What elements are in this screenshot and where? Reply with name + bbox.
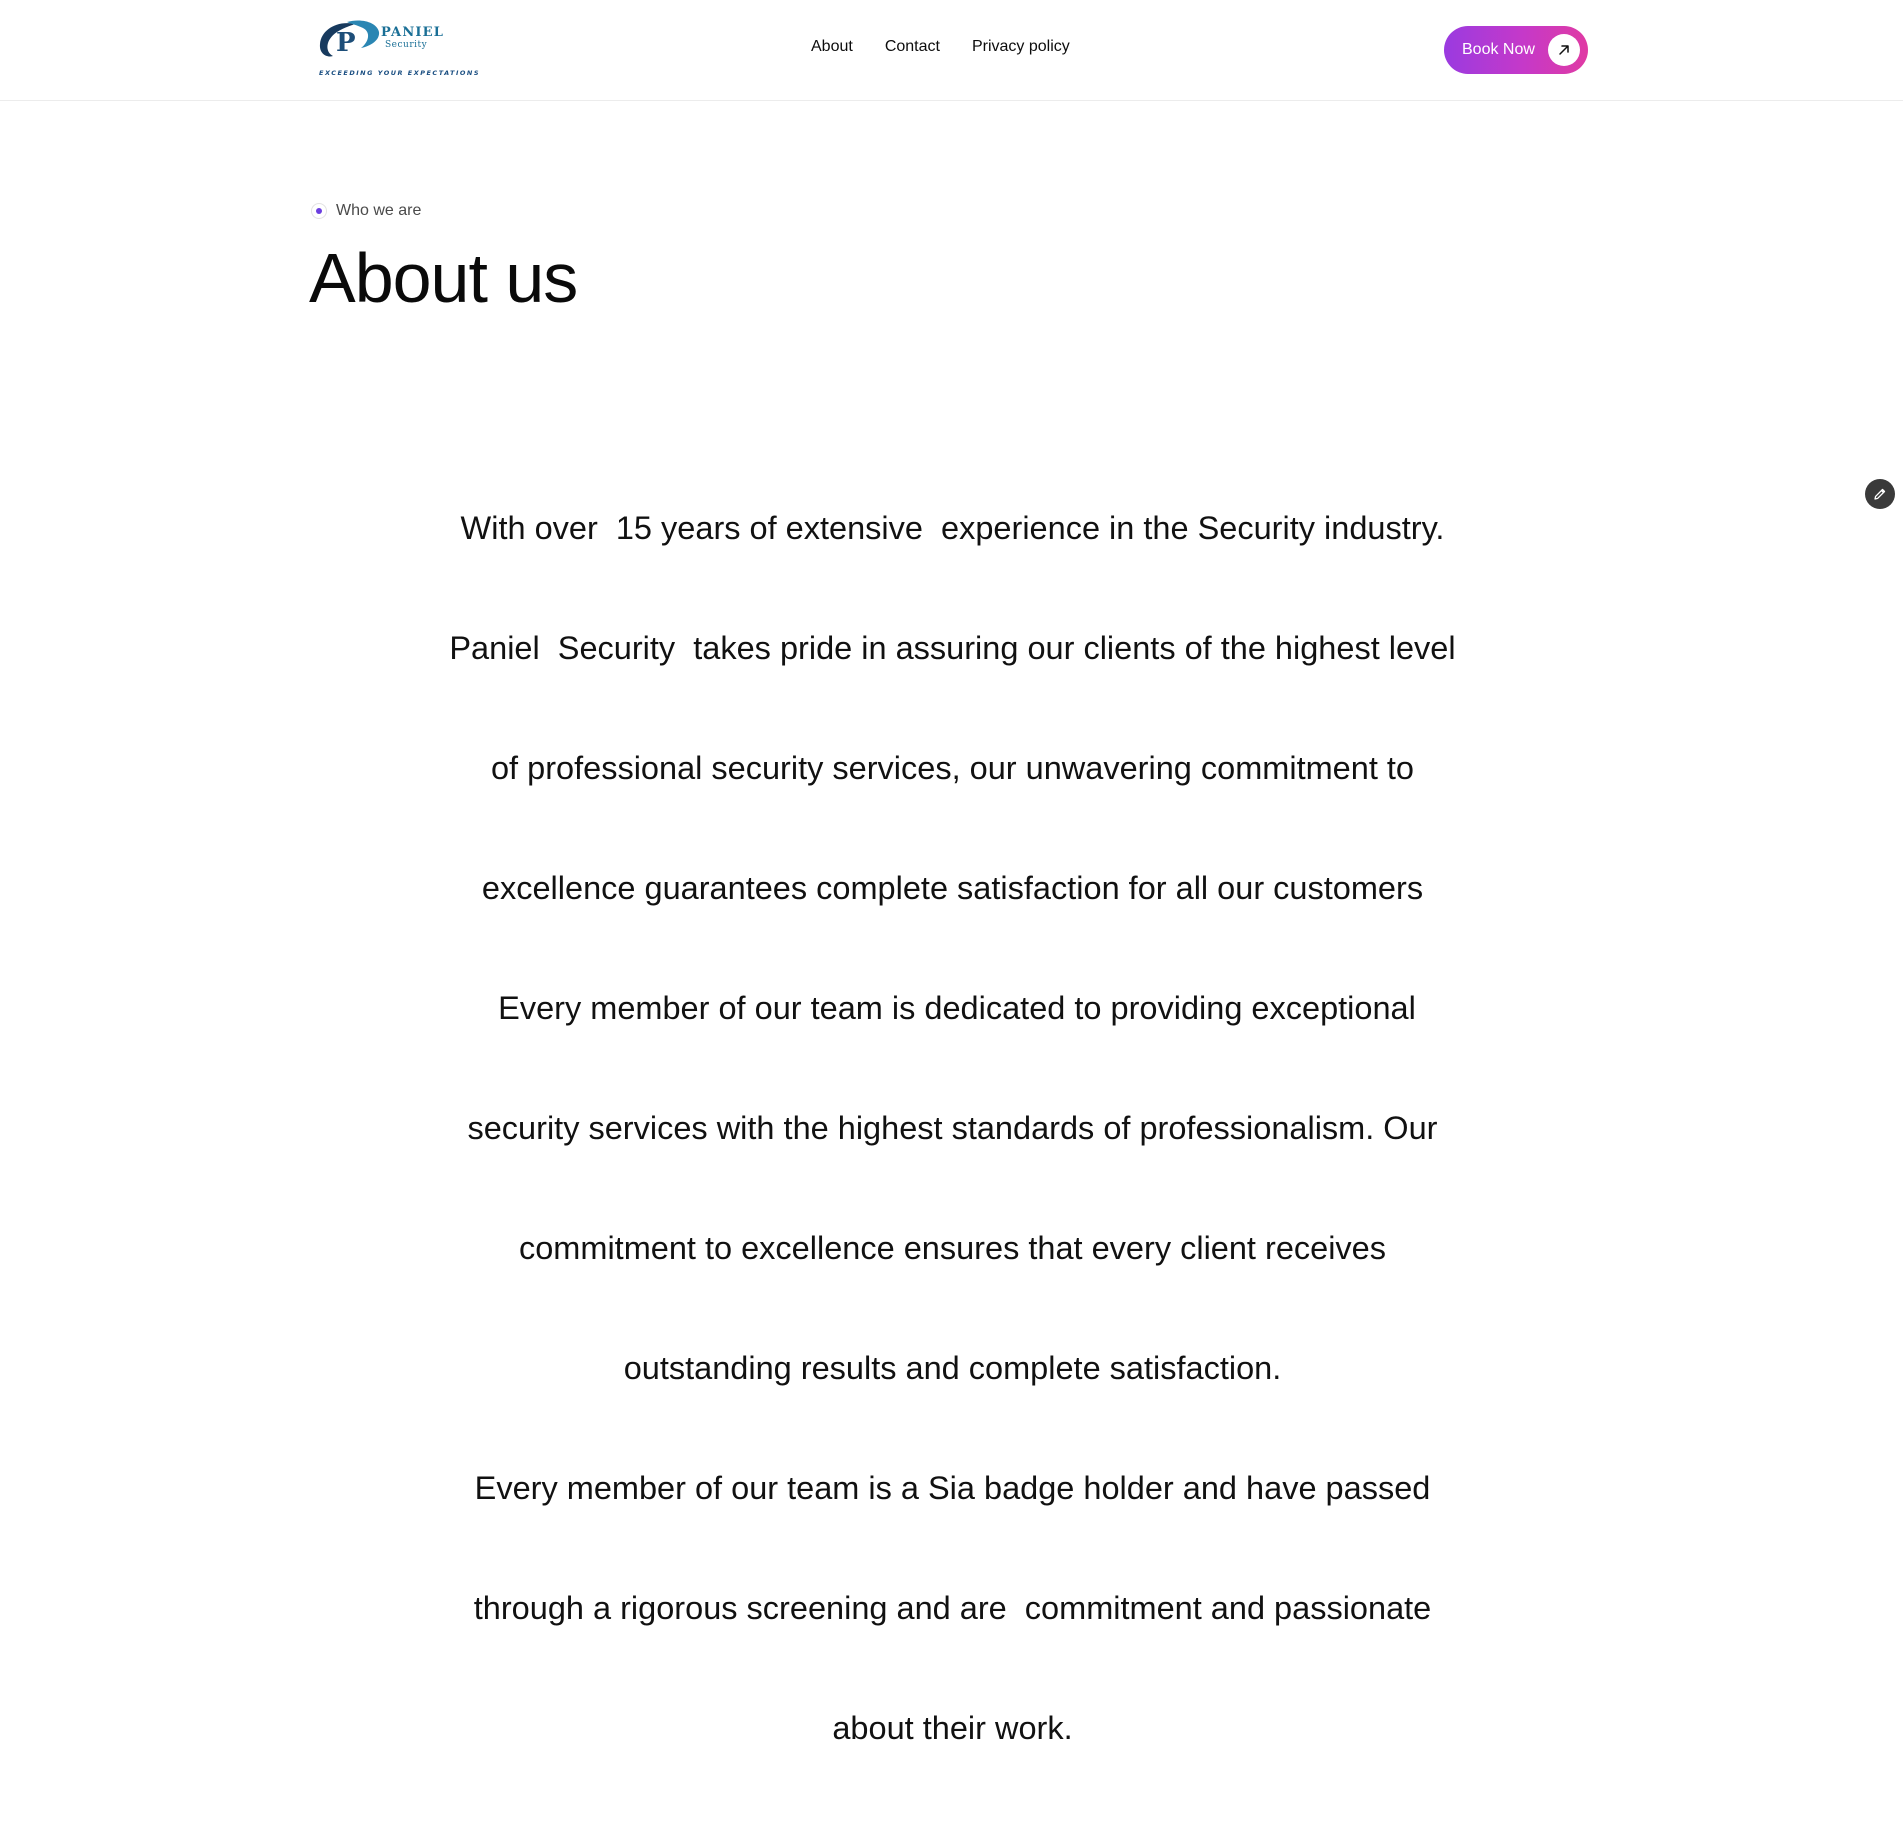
eyebrow-label: Who we are [336, 202, 422, 219]
site-logo[interactable] [317, 18, 481, 80]
site-header [0, 0, 1903, 101]
paniel-logo-icon [317, 18, 383, 68]
edit-button[interactable] [1865, 479, 1895, 509]
body-line: security services with the highest standards of professionalism. Our [467, 1110, 1438, 1146]
body-line: outstanding results and complete satisfaction. [623, 1350, 1282, 1386]
book-now-label: Book Now [1462, 41, 1535, 58]
nav-contact[interactable]: Contact [884, 38, 940, 55]
eyebrow-dot-icon [311, 203, 327, 219]
body-line: of professional security services, our unwavering commitment to [490, 750, 1414, 786]
logo-tagline: EXCEEDING YOUR EXPECTATIONS [319, 69, 481, 77]
body-line: Every member of our team is dedicated to providing exceptional [489, 990, 1416, 1026]
body-line: Paniel Security takes pride in assuring our clients of the highest level [449, 630, 1456, 666]
svg-text:P: P [336, 28, 356, 58]
body-line: commitment to excellence ensures that every client receives [518, 1230, 1387, 1266]
logo-subtitle: Security [385, 40, 428, 50]
body-line: excellence guarantees complete satisfaction for all our customers [481, 870, 1424, 906]
nav-about[interactable]: About [811, 38, 853, 55]
body-line: Every member of our team is a Sia badge holder and have passed [474, 1470, 1431, 1506]
body-line: about their work. [832, 1710, 1073, 1746]
book-now-button[interactable] [1444, 26, 1588, 74]
section-eyebrow [311, 202, 421, 220]
pencil-icon [1873, 487, 1887, 501]
arrow-up-right-icon [1548, 34, 1580, 66]
nav-privacy-policy[interactable]: Privacy policy [971, 38, 1070, 55]
body-line: With over 15 years of extensive experience in the Security industry. [460, 510, 1445, 546]
about-body-text [380, 428, 1525, 1828]
page-title: About us [309, 239, 578, 317]
body-line: through a rigorous screening and are commitment and passionate [473, 1590, 1432, 1626]
main-nav [811, 38, 1070, 56]
logo-name: PANIEL [381, 25, 445, 40]
